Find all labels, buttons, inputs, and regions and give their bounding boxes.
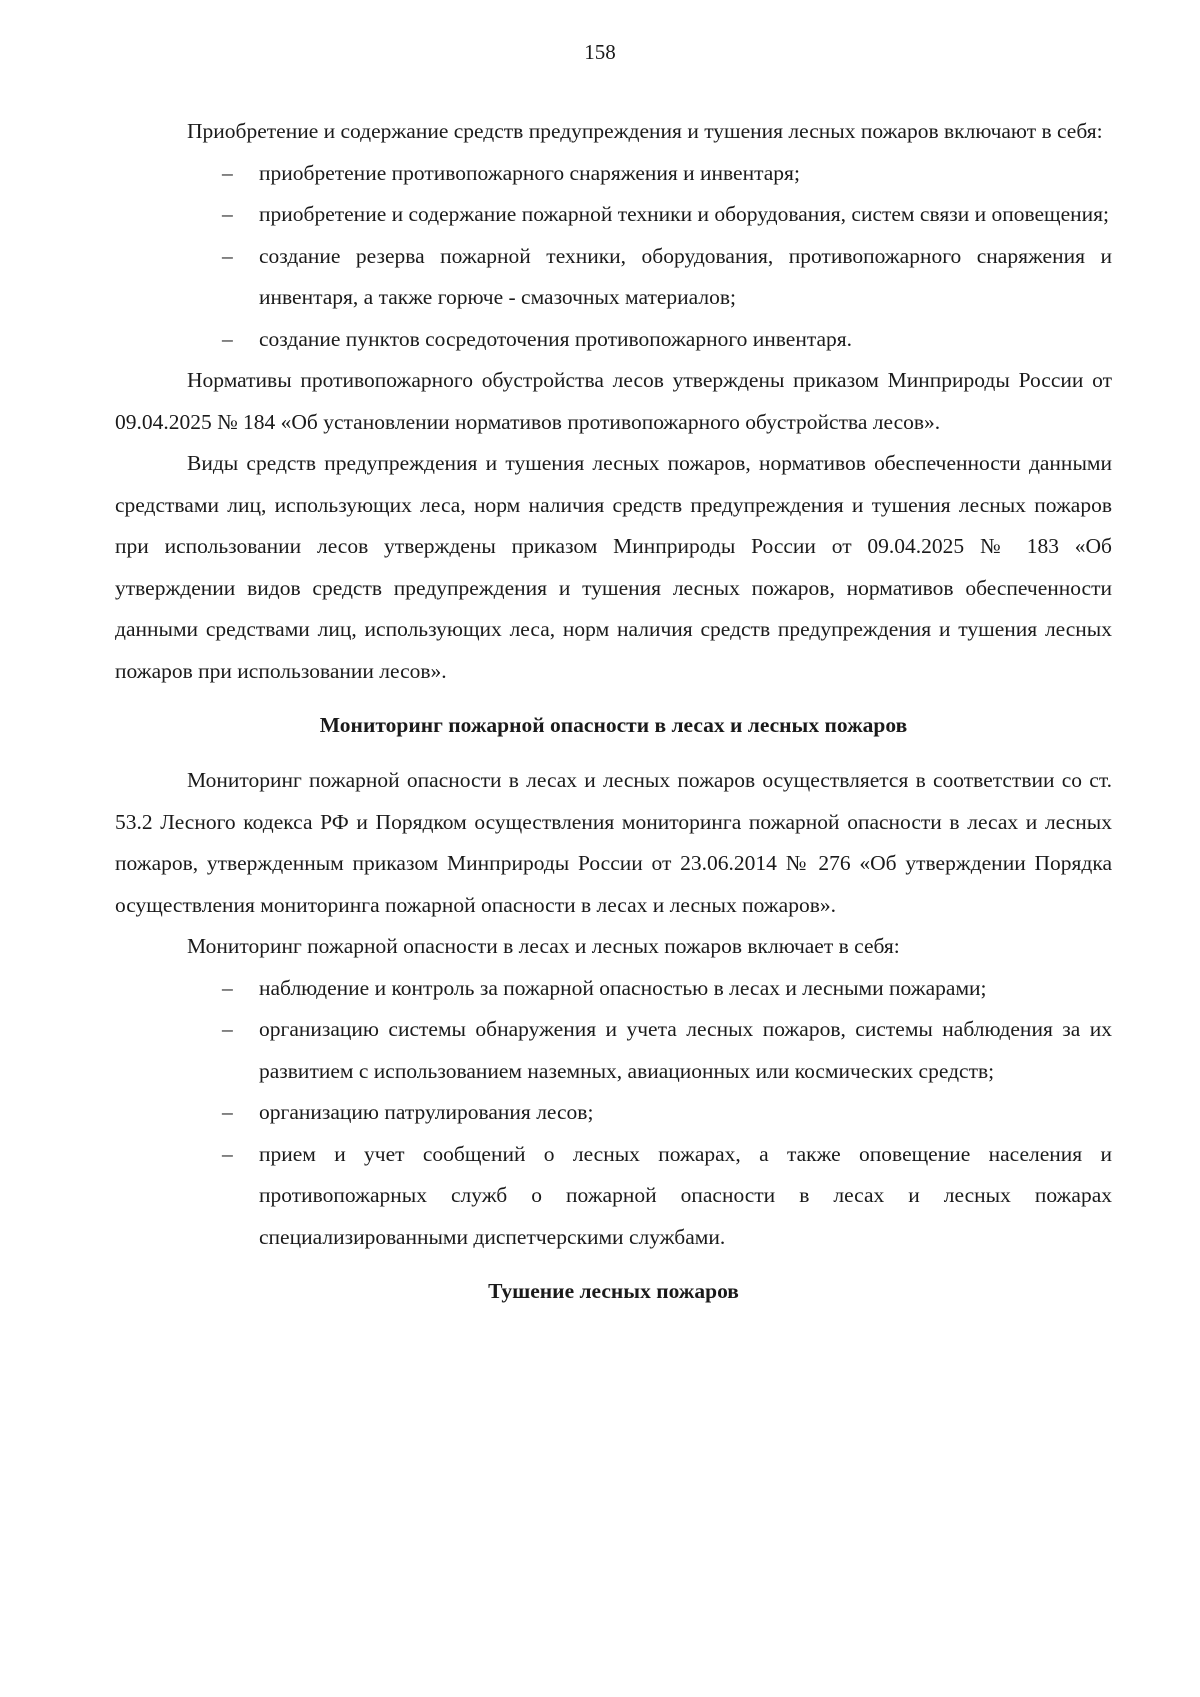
list-item-text: наблюдение и контроль за пожарной опасностью в лесах и лесными пожарами; [259,975,987,1000]
list-item-text: создание резерва пожарной техники, оборудования, противопожарного снаряжения и инвентаря, а также горюче - смазочных материалов; [259,243,1112,309]
paragraph-acquisition-intro: Приобретение и содержание средств предупреждения и тушения лесных пожаров включают в себя: [187,119,1103,143]
dash-bullet: – [222,160,233,185]
dash-bullet: – [222,243,233,268]
paragraph-monitoring-intro: Мониторинг пожарной опасности в лесах и лесных пожаров включает в себя: [187,934,900,958]
acquisition-list [115,153,1112,361]
list-item-text: приобретение противопожарного снаряжения и инвентаря; [259,160,800,185]
list-item [115,1009,1112,1092]
document-body [115,111,1112,1326]
list-item [115,319,1112,361]
paragraph-norms: Нормативы противопожарного обустройства лесов утверждены приказом Минприроды России от 09.04.2025 № 184 «Об установлении нормативов противопожарного обустройства лесов». [115,368,1112,434]
dash-bullet: – [222,1017,233,1041]
paragraph-types: Виды средств предупреждения и тушения лесных пожаров, нормативов обеспеченности данными средствами лиц, использующих леса, норм наличия средств предупреждения и тушения лесных пожаров при использовании лесов утверждены приказом Минприроды России от 09.04.2025 № 183 «Об утверждении видов средств предупреждения и тушения лесных пожаров, нормативов обеспеченности данными средствами лиц, использующих леса, норм наличия средств предупреждения и тушения лесных пожаров при использовании лесов». [115,451,1112,683]
list-item [115,1134,1112,1259]
list-item [115,153,1112,195]
section-heading-monitoring: Мониторинг пожарной опасности в лесах и лесных пожаров [319,713,908,737]
paragraph-monitoring-basis: Мониторинг пожарной опасности в лесах и лесных пожаров осуществляется в соответствии со ст. 53.2 Лесного кодекса РФ и Порядком осуществления мониторинга пожарной опасности в лесах и лесных пожаров, утвержденным приказом Минприроды России от 23.06.2014 № 276 «Об утверждении Порядка осуществления мониторинга пожарной опасности в лесах и лесных пожаров». [115,768,1112,917]
list-item [115,194,1112,236]
dash-bullet: – [222,1141,233,1166]
page-number: 158 [584,40,616,64]
list-item [115,1092,1112,1134]
dash-bullet: – [222,1100,233,1124]
dash-bullet: – [222,202,233,226]
dash-bullet: – [222,975,233,1000]
list-item [115,968,1112,1010]
dash-bullet: – [222,326,233,351]
list-item [115,236,1112,319]
list-item-text: организацию патрулирования лесов; [259,1100,594,1124]
list-item-text: организацию системы обнаружения и учета лесных пожаров, системы наблюдения за их развитием с использованием наземных, авиационных или космических средств; [259,1017,1112,1083]
section-heading-extinguishing: Тушение лесных пожаров [488,1279,739,1303]
list-item-text: приобретение и содержание пожарной техники и оборудования, систем связи и оповещения; [259,202,1110,226]
monitoring-list [115,968,1112,1259]
list-item-text: прием и учет сообщений о лесных пожарах, а также оповещение населения и противопожарных служб о пожарной опасности в лесах и лесных пожарах специализированными диспетчерскими службами. [259,1141,1112,1249]
list-item-text: создание пунктов сосредоточения противопожарного инвентаря. [259,326,853,351]
